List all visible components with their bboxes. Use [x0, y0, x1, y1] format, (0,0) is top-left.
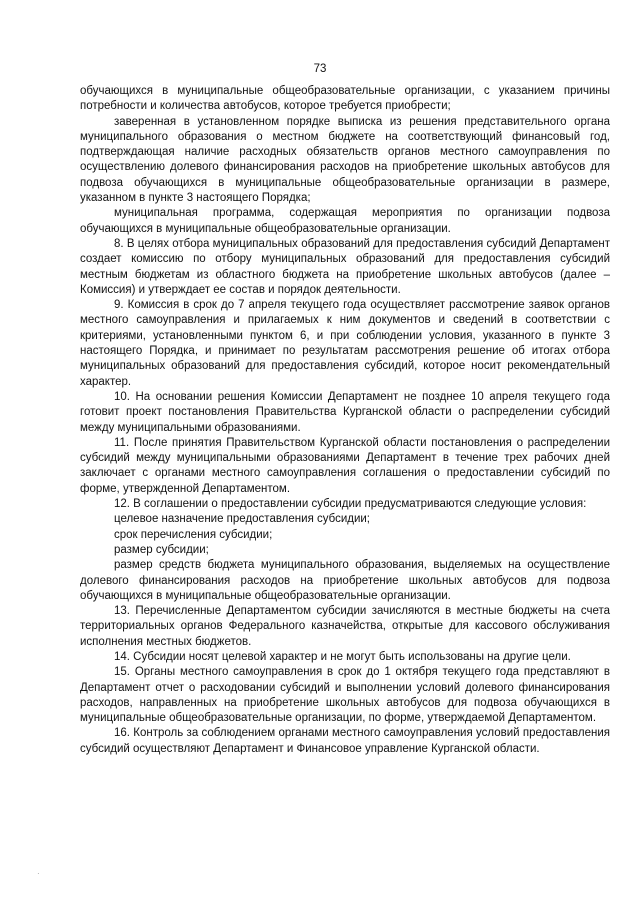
- document-body: [80, 84, 610, 757]
- paragraph-1: обучающихся в муниципальные общеобразовательные организации, с указанием причины потребности и количества автобусов, которое требуется приобрести;: [80, 85, 610, 113]
- paragraph-4: 8. В целях отбора муниципальных образований для предоставления субсидий Департамент создает комиссию по отбору муниципальных образований для предоставления субсидий местным бюджетам из областного бюджета на приобретение школьных автобусов (далее – Комиссия) и утверждает ее состав и порядок деятельности.: [80, 237, 610, 296]
- page-number: 73: [313, 63, 327, 75]
- paragraph-9: размер средств бюджета муниципального образования, выделяемых на осуществление долевого финансирования расходов на приобретение школьных автобусов для подвоза обучающихся в муниципальные общеобразовательные организации.: [80, 559, 610, 602]
- paragraph-13: 16. Контроль за соблюдением органами местного самоуправления условий предоставления субсидий осуществляют Департамент и Финансовое управление Курганской области.: [80, 727, 610, 755]
- paragraph-7: 11. После принятия Правительством Курганской области постановления о распределении субсидий между муниципальными образованиями Департамент в течение трех рабочих дней заключает с органами местного самоуправления соглашения о предоставлении субсидий по форме, утвержденной Департаментом.: [80, 436, 610, 495]
- condition-item-2: срок перечисления субсидии;: [114, 528, 273, 541]
- paragraph-5: 9. Комиссия в срок до 7 апреля текущего года осуществляет рассмотрение заявок органов местного самоуправления и прилагаемых к ним документов и сведений в соответствии с критериями, установленными пунктом 6, и при соблюдении условия, указанного в пункте 3 настоящего Порядка, и принимает по результатам рассмотрения решение об итогах отбора муниципальных образований для предоставления субсидий, которое носит рекомендательный характер.: [80, 299, 610, 388]
- paragraph-8: 12. В соглашении о предоставлении субсидии предусматриваются следующие условия:: [114, 498, 587, 511]
- paragraph-6: 10. На основании решения Комиссии Департамент не позднее 10 апреля текущего года готовит проект постановления Правительства Курганской области о распределении субсидий между муниципальными образованиями.: [80, 390, 610, 434]
- paragraph-10: 13. Перечисленные Департаментом субсидии зачисляются в местные бюджеты на счета территориальных органов Федерального казначейства, открытые для кассового обслуживания исполнения местных бюджетов.: [80, 605, 610, 648]
- paragraph-12: 15. Органы местного самоуправления в срок до 1 октября текущего года представляют в Департамент отчет о расходовании субсидий и выполнении условий долевого финансирования расходов, направленных на приобретение школьных автобусов для подвоза обучающихся в муниципальные общеобразовательные организации, по форме, утверждаемой Департаментом.: [80, 666, 610, 725]
- paragraph-3: муниципальная программа, содержащая мероприятия по организации подвоза обучающихся в муниципальные общеобразовательные организации.: [80, 207, 610, 235]
- condition-item-3: размер субсидии;: [114, 543, 209, 556]
- paragraph-11: 14. Субсидии носят целевой характер и не могут быть использованы на другие цели.: [114, 650, 571, 663]
- condition-item-1: целевое назначение предоставления субсидии;: [114, 513, 370, 526]
- paragraph-2: заверенная в установленном порядке выписка из решения представительного органа муниципального образования о местном бюджете на соответствующий финансовый год, подтверждающая наличие расходных обязательств органов местного самоуправления по осуществлению долевого финансирования расходов на приобретение школьных автобусов для подвоза обучающихся в муниципальные общеобразовательные организации в размере, указанном в пункте 3 настоящего Порядка;: [80, 115, 610, 205]
- scan-mark: ·: [37, 869, 40, 878]
